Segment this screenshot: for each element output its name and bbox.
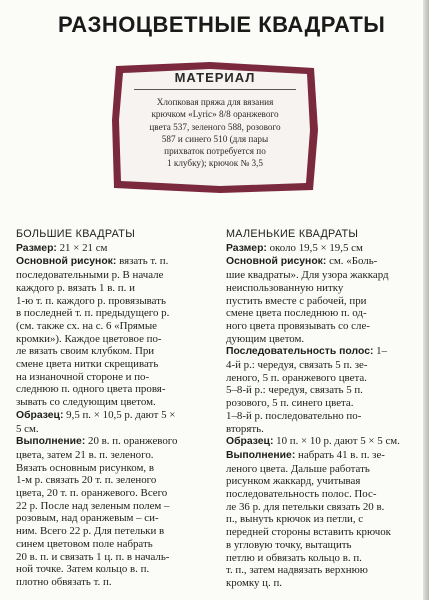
small-execution-line: п., вынуть крючок из петли, с xyxy=(226,513,364,526)
small-pattern-line: пустить вместе с рабочей, при xyxy=(226,294,367,307)
big-pattern-line: ле вязать своим клубком. При xyxy=(16,345,155,358)
small-size-value: около 19,5 × 19,5 см xyxy=(266,241,363,254)
big-pattern-paragraph xyxy=(16,255,216,408)
small-pattern-line: см. «Боль- xyxy=(326,255,378,268)
big-execution-line: ной точке. Затем кольцо в. п. xyxy=(16,563,150,576)
big-execution-line: 20 в. п. оранжевого xyxy=(85,435,178,448)
small-squares-column xyxy=(226,228,417,590)
big-size-paragraph xyxy=(16,242,216,256)
small-sequence-label: Последовательность полос: xyxy=(226,346,374,358)
material-divider xyxy=(134,89,296,90)
big-execution-line: цвета, 20 т. п. оранжевого. Всего xyxy=(16,487,168,500)
page-spine-shadow xyxy=(423,0,429,600)
big-sample-paragraph xyxy=(16,409,216,435)
small-execution-line: петлю и обвязать кольцо в. п. xyxy=(226,551,362,564)
big-sample-line: 9,5 п. × 10,5 р. дают 5 × xyxy=(63,408,176,421)
small-execution-line: т. п., затем надвязать верхнюю xyxy=(226,564,368,577)
small-pattern-label: Основной рисунок: xyxy=(226,256,327,268)
big-size-value: 21 × 21 см xyxy=(56,241,108,254)
big-pattern-line: (см. также сх. на с. 6 «Прямые xyxy=(16,319,157,332)
small-execution-line: в угловую точку, вытащить xyxy=(226,538,352,551)
big-pattern-line: каждого р. вязать 1 в. п. и xyxy=(16,281,135,294)
big-pattern-label: Основной рисунок: xyxy=(16,256,117,268)
material-title: МАТЕРИАЛ xyxy=(174,70,256,85)
small-pattern-line: шие квадраты». Для узора жаккард xyxy=(226,269,389,282)
big-pattern-line: вязать т. п. xyxy=(116,255,169,268)
big-execution-line: цвета, затем 21 в. п. зеленого. xyxy=(16,448,154,461)
big-execution-line: ним. Всего 22 р. Для петельки в xyxy=(16,525,165,538)
big-pattern-line: 1-ю т. п. каждого р. провязывать xyxy=(16,294,166,307)
big-pattern-line: следнюю п. одного цвета провя- xyxy=(16,383,166,396)
small-sample-paragraph xyxy=(226,435,417,449)
small-pattern-line: смене цвета последнюю п. од- xyxy=(226,307,367,320)
small-execution-line: набрать 41 в. п. зе- xyxy=(295,448,385,461)
small-execution-label: Выполнение: xyxy=(226,449,296,461)
big-pattern-line: в последней т. п. предыдущего р. xyxy=(16,307,170,320)
small-sample-value: 10 п. × 10 р. дают 5 × 5 см. xyxy=(273,435,400,448)
small-execution-line: передней стороны вставить крючок xyxy=(226,526,391,539)
big-squares-heading: БОЛЬШИЕ КВАДРАТЫ xyxy=(16,228,136,240)
small-sequence-line: леного, 5 п. оранжевого цвета. xyxy=(226,371,367,384)
big-execution-paragraph xyxy=(16,435,216,588)
small-sequence-line: 5–8-й р.: чередуя, связать 5 п. xyxy=(226,384,363,397)
small-sequence-line: 4-й р.: чередуя, связать 5 п. зе- xyxy=(226,359,368,372)
small-execution-line: ле 36 р. для петельки связать 20 в. xyxy=(226,500,385,513)
big-execution-line: 20 в. п. и связать 1 ц. п. в началь- xyxy=(16,550,170,563)
small-sequence-line: 1–8-й р. последовательно по- xyxy=(226,409,362,422)
small-pattern-line: ного цвета провязывать со сле- xyxy=(226,319,370,332)
big-pattern-line: зывать со следующим цветом. xyxy=(16,396,156,409)
small-size-paragraph xyxy=(226,242,417,256)
small-execution-line: рисунком жаккард, учитывая xyxy=(226,475,361,488)
big-execution-line: розовым, над оранжевым – си- xyxy=(16,512,159,525)
small-sample-label: Образец: xyxy=(226,436,274,448)
big-execution-label: Выполнение: xyxy=(16,436,86,448)
big-sample-line: 5 см. xyxy=(16,422,39,435)
small-execution-paragraph xyxy=(226,449,417,590)
small-squares-heading: МАЛЕНЬКИЕ КВАДРАТЫ xyxy=(226,228,359,240)
small-execution-line: последовательность полос. Пос- xyxy=(226,488,377,501)
big-pattern-line: на изнаночной стороне и по- xyxy=(16,370,150,383)
page-title: РАЗНОЦВЕТНЫЕ КВАДРАТЫ xyxy=(58,12,386,37)
small-sequence-line: вторять. xyxy=(226,422,264,435)
material-line: цвета 537, зеленого 588, розового xyxy=(149,121,281,132)
big-execution-line: плотно обвязать т. п. xyxy=(16,575,112,588)
big-pattern-line: кромки»). Каждое цветовое по- xyxy=(16,332,162,345)
small-pattern-line: неиспользованную нитку xyxy=(226,281,344,294)
big-pattern-line: смене цвета нитки скрещивать xyxy=(16,358,159,371)
big-execution-line: синем цветовом поле набрать xyxy=(16,537,153,550)
small-pattern-paragraph xyxy=(226,255,417,345)
big-execution-line: 22 р. После над зеленым полем – xyxy=(16,499,170,512)
material-line: прихваток потребуется по xyxy=(164,146,266,157)
small-size-label: Размер: xyxy=(226,242,267,254)
material-line: Хлопковая пряжа для вязания xyxy=(156,97,274,107)
material-line: 1 клубку); крючок № 3,5 xyxy=(166,158,263,169)
big-execution-line: Вязать основным рисунком, в xyxy=(16,461,154,474)
small-sequence-paragraph xyxy=(226,345,417,435)
big-pattern-line: последовательными р. В начале xyxy=(16,269,164,282)
small-execution-line: кромку ц. п. xyxy=(226,576,282,589)
material-description xyxy=(126,96,304,170)
big-execution-line: 1-м р. связать 20 т. п. зеленого xyxy=(16,474,157,487)
material-line: крючком «Lyric» 8/8 оранжевого xyxy=(151,109,279,120)
material-box xyxy=(110,60,320,195)
small-sequence-line: 1– xyxy=(373,345,388,358)
material-line: 587 и синего 510 (для пары xyxy=(161,133,269,144)
small-sequence-line: розового, 5 п. синего цвета. xyxy=(226,397,354,410)
small-execution-line: леного цвета. Дальше работать xyxy=(226,462,370,475)
big-squares-column xyxy=(16,228,216,589)
big-size-label: Размер: xyxy=(16,242,57,254)
small-pattern-line: дующим цветом. xyxy=(226,332,305,345)
big-sample-label: Образец: xyxy=(16,409,64,421)
